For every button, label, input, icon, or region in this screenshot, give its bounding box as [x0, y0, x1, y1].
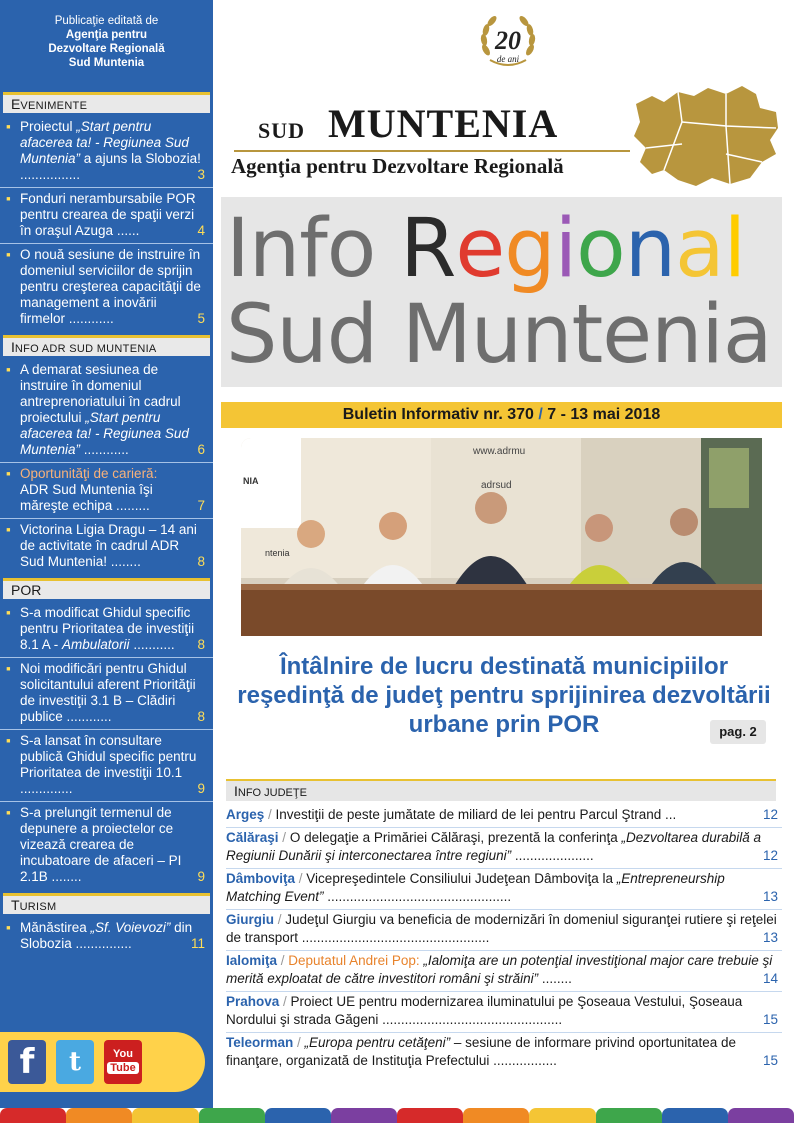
toc-item-page: 9 [197, 869, 205, 884]
section-title-first: POR [11, 582, 42, 598]
rainbow-segment [662, 1108, 728, 1123]
title-info: Info [226, 202, 376, 296]
rainbow-segment [596, 1108, 662, 1123]
section-header [3, 92, 210, 113]
toc-item[interactable] [0, 602, 213, 658]
toc-item[interactable] [0, 802, 213, 889]
section-title-first: I [11, 339, 15, 355]
brand-muntenia: MUNTENIA [328, 101, 559, 146]
toc-item[interactable] [0, 359, 213, 463]
banner-text-3: NIA [243, 476, 259, 486]
county-news-item[interactable] [226, 910, 782, 951]
toc-item-part: Ambulatorii [62, 637, 130, 652]
facebook-icon[interactable] [8, 1040, 46, 1084]
title-regional-letter: e [455, 202, 505, 296]
county-news-text: Vicepreşedintele Consiliului Judeţean Dâmboviţa la [306, 871, 617, 886]
section-header [3, 578, 210, 599]
toc-item-part: ........... [129, 637, 175, 652]
rainbow-segment [265, 1108, 331, 1123]
toc-item-page: 11 [190, 936, 205, 951]
county-news-quote: „Entrepreneurship Matching Event” [226, 871, 725, 904]
twitter-glyph: t [68, 1047, 81, 1077]
publisher-block [0, 0, 213, 88]
bullet-icon: ▪ [6, 247, 11, 262]
county-news-item[interactable] [226, 951, 782, 992]
county-news-item[interactable] [226, 869, 782, 910]
brand-agency: Agenţia pentru Dezvoltare Regională [231, 154, 564, 178]
toc-item[interactable] [0, 463, 213, 519]
sidebar-toc [0, 92, 213, 956]
toc-item-page: 8 [197, 554, 205, 569]
toc-item-text [12, 119, 205, 183]
toc-item-part: ADR Sud Muntenia îşi măreşte echipa ......... [20, 482, 153, 513]
county-news-page: 13 [762, 889, 778, 904]
county-separator: / [293, 1035, 305, 1050]
publisher-line3: Dezvoltare Regională [48, 43, 165, 55]
bulletin-banner [221, 402, 782, 428]
county-news-page: 15 [762, 1053, 778, 1068]
toc-item-text [12, 191, 205, 239]
county-name: Argeş [226, 807, 265, 822]
toc-item-page: 7 [197, 498, 205, 513]
banner-text-4: ntenia [265, 548, 290, 558]
title-line-1 [226, 204, 745, 294]
rainbow-segment [66, 1108, 132, 1123]
toc-item-page: 3 [197, 167, 205, 182]
bullet-icon: ▪ [6, 466, 11, 481]
info-judete-title-rest: NFO JUDEŢE [237, 787, 307, 799]
anniversary-number: 20 [495, 26, 521, 55]
toc-item-part: „Start pentru afacerea ta! - Regiunea Sud Muntenia” [20, 410, 189, 457]
toc-item-part: O nouă sesiune de instruire în domeniul serviciilor de sprijin pentru creşterea capacităţii de management a inovării firmelor ............ [20, 247, 201, 326]
toc-item-text [12, 522, 205, 570]
toc-item-text [12, 605, 205, 653]
county-separator: / [279, 994, 291, 1009]
toc-item[interactable] [0, 658, 213, 730]
rainbow-segment [331, 1108, 397, 1123]
bullet-icon: ▪ [6, 191, 11, 206]
county-name: Giurgiu [226, 912, 274, 927]
toc-item-text [12, 362, 205, 458]
county-separator: / [295, 871, 307, 886]
toc-item-part: S-a prelungit termenul de depunere a proiectelor ce vizează crearea de incubatoare de afaceri – PI 2.1B ........ [20, 805, 182, 884]
bullet-icon: ▪ [6, 362, 11, 377]
rainbow-segment [529, 1108, 595, 1123]
youtube-glyph-bottom: Tube [107, 1062, 139, 1074]
toc-item-part: Victorina Ligia Dragu – 14 ani de activitate în cadrul ADR Sud Muntenia! ........ [20, 522, 197, 569]
toc-item-part: a ajuns la Slobozia! ................ [20, 151, 201, 182]
toc-item-text [12, 661, 205, 725]
bullet-icon: ▪ [6, 522, 11, 537]
county-news-item[interactable] [226, 1033, 782, 1073]
title-regional-letter: l [723, 202, 746, 296]
bulletin-dates: 7 - 13 mai 2018 [547, 406, 661, 423]
section-title-first: T [11, 897, 20, 913]
county-news-text: Judeţul Giurgiu va beneficia de modernizări în domeniul siguranţei rutiere şi reţelei de transport .................................................. [226, 912, 777, 945]
headline-page-badge: pag. 2 [710, 720, 766, 744]
title-regional-letter: R [400, 202, 456, 296]
toc-item[interactable] [0, 730, 213, 802]
toc-item-page: 9 [197, 781, 205, 796]
bullet-icon: ▪ [6, 661, 11, 676]
toc-item-part: „Start pentru afacerea ta! - Regiunea Sud Muntenia” [20, 119, 189, 166]
toc-item-part: Mănăstirea [20, 920, 91, 935]
county-news-item[interactable] [226, 992, 782, 1033]
publisher-line1: Publicaţie editată de [54, 15, 159, 27]
county-news-text: O delegaţie a Primăriei Călăraşi, prezentă la conferinţa [289, 830, 622, 845]
toc-item-text [12, 733, 205, 797]
county-news-item[interactable] [226, 828, 782, 869]
county-news-item[interactable] [226, 805, 782, 828]
county-name: Prahova [226, 994, 280, 1009]
county-news-quote: „Dezvoltarea durabilă a Regiunii Dunării şi interconectarea între regiuni” [226, 830, 762, 863]
county-news-text-tail: – sesiune de informare privind oportunitatea de finanţare, organizată de Instituţia Prefectului ................. [226, 1035, 737, 1068]
meeting-photo [241, 438, 762, 636]
county-news-highlight: Deputatul Andrei Pop: [288, 953, 424, 968]
county-news-quote: „Ialomiţa are un potenţial investiţional major care trebuie şi merită exploatat de către investitori români şi străini” [226, 953, 773, 986]
rainbow-strip [0, 1108, 794, 1123]
title-regional [400, 202, 745, 296]
toc-item[interactable] [0, 116, 213, 188]
county-separator: / [274, 912, 286, 927]
toc-item-text [12, 247, 205, 327]
rainbow-segment [0, 1108, 66, 1123]
headline[interactable]: Întâlnire de lucru destinată municipiilor reşedinţă de judeţ pentru sprijinirea dezvoltării urbane prin POR [237, 653, 771, 738]
county-name: Ialomiţa [226, 953, 278, 968]
brand-sud: SUD [258, 118, 306, 143]
county-name: Dâmboviţa [226, 871, 296, 886]
anniversary-text: de ani [496, 54, 520, 64]
toc-item-part: S-a lansat în consultare publică Ghidul specific pentru Prioritatea de investiţii 10.1 .............. [20, 733, 197, 796]
toc-item-page: 8 [197, 709, 205, 724]
banner-text-1: www.adrmu [473, 446, 526, 457]
toc-item-text [12, 805, 205, 885]
title-regional-letter: o [576, 202, 625, 296]
county-separator: / [277, 953, 289, 968]
toc-item-part: Proiectul [20, 119, 77, 134]
county-news-text: Proiect UE pentru modernizarea iluminatului pe Şoseaua Vestului, Şoseaua Nordului şi strada Găgeni ................................................ [226, 994, 743, 1027]
info-judete-title-first: I [234, 783, 238, 799]
toc-item-part: Fonduri nerambursabile POR pentru crearea de spaţii verzi în oraşul Azuga ...... [20, 191, 196, 238]
bullet-icon: ▪ [6, 119, 11, 134]
brand-divider [234, 150, 630, 152]
county-news-text: Investiţii de peste jumătate de miliard de lei pentru Parcul Ştrand ... [275, 807, 677, 822]
county-news-page: 14 [762, 971, 778, 986]
toc-item[interactable] [0, 188, 213, 244]
toc-item-page: 8 [197, 637, 205, 652]
banner-text-2: adrsud [481, 480, 512, 491]
county-news-text-tail: ..................... [511, 848, 594, 863]
rainbow-segment [132, 1108, 198, 1123]
county-news-page: 15 [762, 1012, 778, 1027]
bulletin-separator: / [538, 406, 543, 423]
title-regional-letter: a [675, 202, 724, 296]
title-regional-letter: n [624, 202, 676, 296]
publisher-line2: Agenţia pentru [65, 29, 148, 41]
county-separator: / [264, 807, 276, 822]
facebook-glyph: f [19, 1042, 35, 1082]
bullet-icon: ▪ [6, 605, 11, 620]
rainbow-segment [728, 1108, 794, 1123]
bullet-icon: ▪ [6, 733, 11, 748]
county-name: Teleorman [226, 1035, 294, 1050]
toc-item-part: din Slobozia ............... [20, 920, 193, 951]
toc-item[interactable] [0, 917, 213, 956]
info-judete-header [226, 779, 776, 801]
county-news-page: 13 [762, 930, 778, 945]
county-news-page: 12 [762, 848, 778, 863]
toc-item-part: S-a modificat Ghidul specific pentru Prioritatea de investiţii 8.1 A - [20, 605, 195, 652]
county-news-text-tail: ........ [538, 971, 572, 986]
youtube-icon[interactable] [104, 1040, 142, 1084]
info-judete-list [226, 805, 782, 1073]
county-separator: / [278, 830, 290, 845]
toc-item-text [12, 466, 205, 514]
social-links [0, 1020, 213, 1108]
toc-item-page: 6 [197, 442, 205, 457]
toc-item[interactable] [0, 244, 213, 331]
toc-item-page: 4 [197, 223, 205, 238]
title-regional-letter: g [504, 202, 555, 296]
rainbow-segment [463, 1108, 529, 1123]
bullet-icon: ▪ [6, 920, 11, 935]
rainbow-segment [397, 1108, 463, 1123]
publisher-line4: Sud Muntenia [68, 57, 145, 69]
sidebar [0, 0, 213, 1108]
county-name: Călăraşi [226, 830, 279, 845]
toc-item-text [12, 920, 205, 952]
youtube-glyph-top: You [113, 1048, 133, 1060]
bulletin-number: Buletin Informativ nr. 370 [342, 406, 534, 423]
rainbow-segment [199, 1108, 265, 1123]
toc-item-part: Noi modificări pentru Ghidul solicitantului aferent Priorităţii de investiţii 3.1 B – Clădiri publice ............ [20, 661, 196, 724]
region-map-icon [630, 82, 782, 192]
section-title-rest: URISM [19, 901, 57, 913]
county-news-quote: „Europa pentru cetăţeni” [304, 1035, 451, 1050]
section-title-rest: VENIMENTE [20, 100, 88, 112]
section-title-first: E [11, 96, 21, 112]
county-news-text-tail: ................................................. [323, 889, 512, 904]
toc-item-part: A demarat sesiunea de instruire în domeniul antreprenoriatului în cadrul proiectului [20, 362, 181, 425]
toc-item-part: „Sf. Voievozi” [90, 920, 171, 935]
toc-item-page: 5 [197, 311, 205, 326]
section-header [3, 893, 210, 914]
section-header [3, 335, 210, 356]
toc-item-part: ............ [80, 442, 129, 457]
toc-item-highlight: Oportunităţi de carieră: [20, 466, 158, 481]
toc-item[interactable] [0, 519, 213, 574]
title-line-2: Sud Muntenia [226, 288, 772, 382]
county-news-page: 12 [762, 807, 778, 822]
twitter-icon[interactable] [56, 1040, 94, 1084]
title-regional-letter: i [554, 202, 577, 296]
bullet-icon: ▪ [6, 805, 11, 820]
section-title-rest: NFO ADR SUD MUNTENIA [14, 343, 157, 355]
